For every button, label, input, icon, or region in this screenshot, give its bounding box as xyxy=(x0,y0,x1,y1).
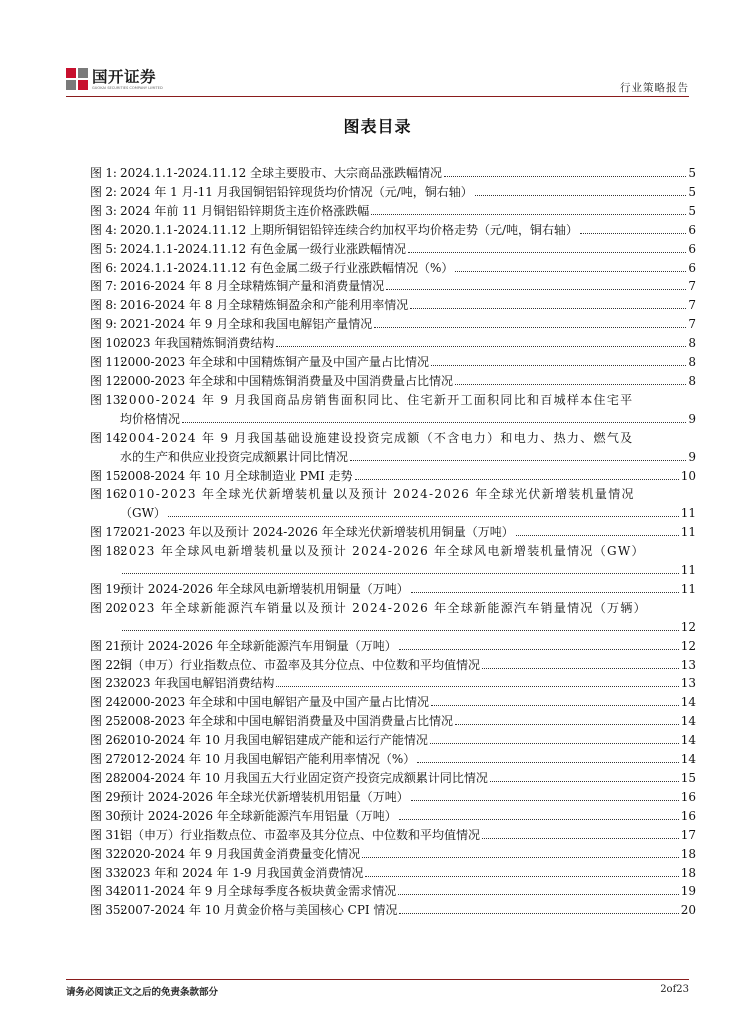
toc-entry-label: 图 6: xyxy=(90,260,117,275)
toc-entry-page: 5 xyxy=(688,166,696,180)
toc-entry-page: 19 xyxy=(680,884,696,899)
toc-entry-title: 2016-2024 年 8 月全球精炼铜产量和消费量情况 xyxy=(120,279,385,294)
toc-leader-dots xyxy=(355,469,679,480)
toc-leader-dots xyxy=(411,790,679,801)
toc-entry[interactable] xyxy=(90,296,696,315)
toc-entry[interactable] xyxy=(90,334,696,353)
toc-leader-dots xyxy=(276,336,686,347)
toc-entry-page: 12 xyxy=(680,619,696,634)
toc-entry-page: 9 xyxy=(688,411,696,426)
toc-entry-title: 2012-2024 年 10 月我国电解铝产能利用率情况（%） xyxy=(120,752,416,767)
toc-entry-title: 预计 2024-2026 年全球风电新增装机用铜量（万吨） xyxy=(120,581,409,596)
toc-entry-title: 2004-2024 年 9 月我国基础设施建设投资完成额（不含电力）和电力、热力、燃气及 xyxy=(120,430,634,445)
toc-entry-title: 2024.1.1-2024.11.12 有色金属一级行业涨跌幅情况 xyxy=(120,241,407,256)
toc-entry-label: 图 3: xyxy=(90,203,117,218)
toc-entry-label: 图 13: xyxy=(90,392,125,407)
toc-leader-dots xyxy=(455,714,679,725)
toc-leader-dots xyxy=(430,733,679,744)
brand-logo-icon xyxy=(66,68,88,90)
toc-entry-title-continued: 均价格情况 xyxy=(120,411,181,426)
toc-leader-dots xyxy=(482,828,679,839)
toc-entry-label: 图 30: xyxy=(90,808,125,823)
toc-entry-page: 14 xyxy=(680,714,696,729)
header-divider xyxy=(66,96,689,97)
toc-entry[interactable] xyxy=(90,637,696,656)
toc-leader-dots xyxy=(444,166,686,177)
toc-leader-dots xyxy=(122,563,679,574)
toc-leader-dots xyxy=(122,620,679,631)
toc-entry[interactable] xyxy=(90,712,696,731)
toc-leader-dots xyxy=(516,525,679,536)
toc-entry-title: 预计 2024-2026 年全球新能源汽车用铝量（万吨） xyxy=(120,808,397,823)
toc-entry[interactable] xyxy=(90,882,696,901)
toc-entry[interactable] xyxy=(90,202,696,221)
toc-entry-label: 图 4: xyxy=(90,222,117,237)
toc-entry[interactable] xyxy=(90,372,696,391)
toc-entry-title: 2023 年我国电解铝消费结构 xyxy=(120,676,275,691)
toc-entry-page: 7 xyxy=(688,298,696,313)
toc-leader-dots xyxy=(411,582,679,593)
toc-entry-label: 图 22: xyxy=(90,657,125,672)
toc-entry-page: 16 xyxy=(680,789,696,804)
toc-leader-dots xyxy=(386,279,686,290)
toc-entry-label: 图 7: xyxy=(90,279,117,294)
toc-entry-page: 13 xyxy=(680,657,696,672)
toc-entry-label: 图 18: xyxy=(90,544,125,559)
toc-entry-page: 6 xyxy=(688,260,696,275)
toc-entry-label: 图 34: xyxy=(90,884,125,899)
toc-entry-title: 预计 2024-2026 年全球新能源汽车用铜量（万吨） xyxy=(120,638,397,653)
toc-leader-dots xyxy=(365,866,678,877)
toc-entry[interactable] xyxy=(90,277,696,296)
toc-entry-page: 13 xyxy=(680,676,696,691)
toc-entry-title: 2024 年 1 月-11 月我国铜铝铅锌现货均价情况（元/吨，铜右轴） xyxy=(120,184,473,199)
toc-leader-dots xyxy=(399,809,679,820)
toc-leader-dots xyxy=(374,317,686,328)
toc-entry-page: 11 xyxy=(680,581,696,596)
toc-entry-page: 6 xyxy=(688,222,696,237)
toc-entry-page: 8 xyxy=(688,336,696,351)
toc-entry[interactable] xyxy=(90,353,696,372)
toc-entry-title: 2023 年我国精炼铜消费结构 xyxy=(120,336,275,351)
toc-entry[interactable] xyxy=(90,674,696,693)
toc-entry[interactable] xyxy=(90,259,696,278)
toc-entry-label: 图 12: xyxy=(90,373,125,388)
toc-entry-title: 2023 年全球新能源汽车销量以及预计 2024-2026 年全球新能源汽车销量情况（万辆） xyxy=(120,600,647,615)
toc-entry[interactable] xyxy=(90,183,696,202)
toc-leader-dots xyxy=(431,695,679,706)
toc-entry-title: 2010-2024 年 10 月我国电解铝建成产能和运行产能情况 xyxy=(120,733,428,748)
toc-leader-dots xyxy=(371,204,686,215)
page-header xyxy=(0,0,755,100)
toc-leader-dots xyxy=(408,242,686,253)
toc-entry[interactable] xyxy=(90,240,696,259)
toc-leader-dots xyxy=(580,223,686,234)
page-number: 2of23 xyxy=(660,984,689,995)
toc-entry-label: 图 9: xyxy=(90,317,117,332)
toc-entry-label: 图 19: xyxy=(90,581,125,596)
toc-entry-label: 图 27: xyxy=(90,752,125,767)
toc-entry[interactable] xyxy=(90,769,696,788)
toc-entry-title: 2024 年前 11 月铜铝铅锌期货主连价格涨跌幅 xyxy=(120,203,370,218)
toc-entry-page: 5 xyxy=(688,203,696,218)
toc-entry-title: 2020.1.1-2024.11.12 上期所铜铝铅锌连续合约加权平均价格走势（元/吨，铜右轴） xyxy=(120,222,579,237)
toc-entry-label: 图 24: xyxy=(90,695,125,710)
toc-entry[interactable] xyxy=(90,656,696,675)
toc-entry-title: 2011-2024 年 9 月全球每季度各板块黄金需求情况 xyxy=(120,884,397,899)
toc-entry[interactable] xyxy=(90,807,696,826)
toc-entry-title: 2000-2024 年 9 月我国商品房销售面积同比、住宅新开工面积同比和百城样本住宅平 xyxy=(120,392,634,407)
toc-leader-dots xyxy=(431,355,686,366)
toc-entry-title: 2004-2024 年 10 月我国五大行业固定资产投资完成额累计同比情况 xyxy=(120,771,488,785)
toc-entry-page: 11 xyxy=(680,525,696,540)
toc-leader-dots xyxy=(410,298,686,309)
toc-entry-title: 2016-2024 年 8 月全球精炼铜盈余和产能利用率情况 xyxy=(120,298,409,313)
toc-entry-title-continued: 水的生产和供应业投资完成额累计同比情况 xyxy=(120,449,349,464)
toc-entry-label: 图 16: xyxy=(90,487,125,502)
toc-entry-label: 图 15: xyxy=(90,468,125,483)
toc-entry-label: 图 32: xyxy=(90,846,125,861)
page-title: 图表目录 xyxy=(343,117,412,136)
toc-entry-page: 18 xyxy=(680,846,696,861)
toc-entry-page: 7 xyxy=(688,317,696,332)
toc-entry-title: 2000-2023 年全球和中国精炼铜产量及中国产量占比情况 xyxy=(120,355,429,370)
toc-entry-page: 7 xyxy=(688,279,696,294)
toc-entry-title: 2010-2023 年全球光伏新增装机量以及预计 2024-2026 年全球光伏新增装机量情况 xyxy=(120,487,635,502)
toc-entry[interactable] xyxy=(90,315,696,334)
toc-entry-label: 图 21: xyxy=(90,638,125,653)
toc-entry[interactable] xyxy=(90,580,696,599)
toc-entry[interactable] xyxy=(90,731,696,750)
toc-entry[interactable] xyxy=(90,750,696,769)
toc-entry-title: 2023 年和 2024 年 1-9 月我国黄金消费情况 xyxy=(120,865,364,880)
toc-entry-label: 图 33: xyxy=(90,865,125,880)
toc-entry-label: 图 17: xyxy=(90,525,125,540)
toc-entry[interactable] xyxy=(90,599,696,637)
toc-entry-page: 14 xyxy=(680,752,696,767)
toc-entry[interactable] xyxy=(90,523,696,542)
toc-entry-title: 预计 2024-2026 年全球光伏新增装机用铝量（万吨） xyxy=(120,789,409,804)
toc-entry-label: 图 2: xyxy=(90,184,117,199)
toc-entry-page: 20 xyxy=(680,903,696,918)
toc-entry-page: 11 xyxy=(680,506,696,521)
toc-entry-label: 图 20: xyxy=(90,600,125,615)
toc-entry[interactable] xyxy=(90,901,696,920)
toc-leader-dots xyxy=(482,658,679,669)
toc-entry-label: 图 23: xyxy=(90,676,125,691)
toc-entry-page: 18 xyxy=(680,865,696,880)
toc-entry-title: 2000-2023 年全球和中国精炼铜消费量及中国消费量占比情况 xyxy=(120,373,453,388)
toc-leader-dots xyxy=(475,185,687,196)
toc-entry-title: 2021-2024 年 9 月全球和我国电解铝产量情况 xyxy=(120,317,373,332)
toc-entry-label: 图 29: xyxy=(90,789,125,804)
toc-entry[interactable] xyxy=(90,542,696,580)
figure-toc xyxy=(90,164,696,920)
toc-entry-label: 图 31: xyxy=(90,827,125,842)
toc-entry-label: 图 35: xyxy=(90,903,125,918)
toc-entry-page: 15 xyxy=(680,771,696,785)
toc-leader-dots xyxy=(399,639,679,650)
toc-entry[interactable] xyxy=(90,429,696,467)
toc-entry[interactable] xyxy=(90,164,696,183)
toc-entry-title: 2024.1.1-2024.11.12 有色金属二级子行业涨跌幅情况（%） xyxy=(120,260,454,275)
footer-disclaimer: 请务必阅读正文之后的免责条款部分 xyxy=(66,987,219,998)
toc-entry-label: 图 10: xyxy=(90,336,125,351)
toc-entry-page: 14 xyxy=(680,695,696,710)
toc-entry[interactable] xyxy=(90,391,696,429)
toc-leader-dots xyxy=(182,412,686,423)
toc-leader-dots xyxy=(276,676,678,687)
toc-entry-label: 图 8: xyxy=(90,298,117,313)
toc-entry-title: 铝（申万）行业指数点位、市盈率及其分位点、中位数和平均值情况 xyxy=(120,827,481,842)
toc-entry[interactable] xyxy=(90,467,696,486)
toc-entry-page: 14 xyxy=(680,733,696,748)
toc-entry-label: 图 11: xyxy=(90,355,125,370)
toc-entry[interactable] xyxy=(90,788,696,807)
toc-entry-label: 图 28: xyxy=(90,771,125,785)
toc-entry[interactable] xyxy=(90,693,696,712)
toc-entry[interactable] xyxy=(90,826,696,845)
toc-entry-page: 16 xyxy=(680,808,696,823)
toc-entry-title: 铜（申万）行业指数点位、市盈率及其分位点、中位数和平均值情况 xyxy=(120,657,481,672)
toc-leader-dots xyxy=(350,450,686,461)
toc-entry-title: 2007-2024 年 10 月黄金价格与美国核心 CPI 情况 xyxy=(120,903,398,918)
toc-entry[interactable] xyxy=(90,845,696,864)
toc-entry-page: 5 xyxy=(688,184,696,199)
toc-entry-label: 图 1: xyxy=(90,166,117,180)
toc-entry-label: 图 25: xyxy=(90,714,125,729)
toc-leader-dots xyxy=(168,506,679,517)
toc-leader-dots xyxy=(455,261,686,272)
toc-entry-page: 8 xyxy=(688,373,696,388)
toc-entry-page: 17 xyxy=(680,827,696,842)
toc-entry-title: 2020-2024 年 9 月我国黄金消费量变化情况 xyxy=(120,846,361,861)
toc-entry-page: 8 xyxy=(688,355,696,370)
toc-leader-dots xyxy=(362,847,679,858)
brand-name-en: GUOKAI SECURITIES COMPANY LIMITED xyxy=(92,85,163,90)
toc-entry-page: 6 xyxy=(688,241,696,256)
report-type: 行业策略报告 xyxy=(620,82,689,94)
toc-leader-dots xyxy=(490,771,679,782)
toc-entry-page: 9 xyxy=(688,449,696,464)
toc-entry-title: 2000-2023 年全球和中国电解铝产量及中国产量占比情况 xyxy=(120,695,429,710)
toc-leader-dots xyxy=(417,752,678,763)
toc-entry-page: 10 xyxy=(680,468,696,483)
toc-leader-dots xyxy=(399,903,678,914)
toc-entry[interactable] xyxy=(90,221,696,240)
toc-entry-title-continued: （GW） xyxy=(120,506,166,521)
toc-entry-page: 12 xyxy=(680,638,696,653)
toc-entry-title: 2023 年全球风电新增装机量以及预计 2024-2026 年全球风电新增装机量情况（GW） xyxy=(120,544,645,559)
toc-entry-title: 2021-2023 年以及预计 2024-2026 年全球光伏新增装机用铜量（万吨） xyxy=(120,525,514,540)
toc-entry-title: 2008-2024 年 10 月全球制造业 PMI 走势 xyxy=(120,468,353,483)
toc-entry[interactable] xyxy=(90,864,696,883)
toc-entry-label: 图 26: xyxy=(90,733,125,748)
brand-logo xyxy=(66,66,163,92)
toc-entry[interactable] xyxy=(90,485,696,523)
toc-entry-label: 图 14: xyxy=(90,430,125,445)
toc-entry-title: 2008-2023 年全球和中国电解铝消费量及中国消费量占比情况 xyxy=(120,714,453,729)
footer-divider xyxy=(66,979,689,980)
toc-leader-dots xyxy=(398,884,679,895)
toc-entry-page: 11 xyxy=(680,563,696,578)
toc-leader-dots xyxy=(455,374,686,385)
toc-entry-title: 2024.1.1-2024.11.12 全球主要股市、大宗商品涨跌幅情况 xyxy=(120,166,443,180)
toc-entry-label: 图 5: xyxy=(90,241,117,256)
brand-name: 国开证券 xyxy=(92,67,157,86)
